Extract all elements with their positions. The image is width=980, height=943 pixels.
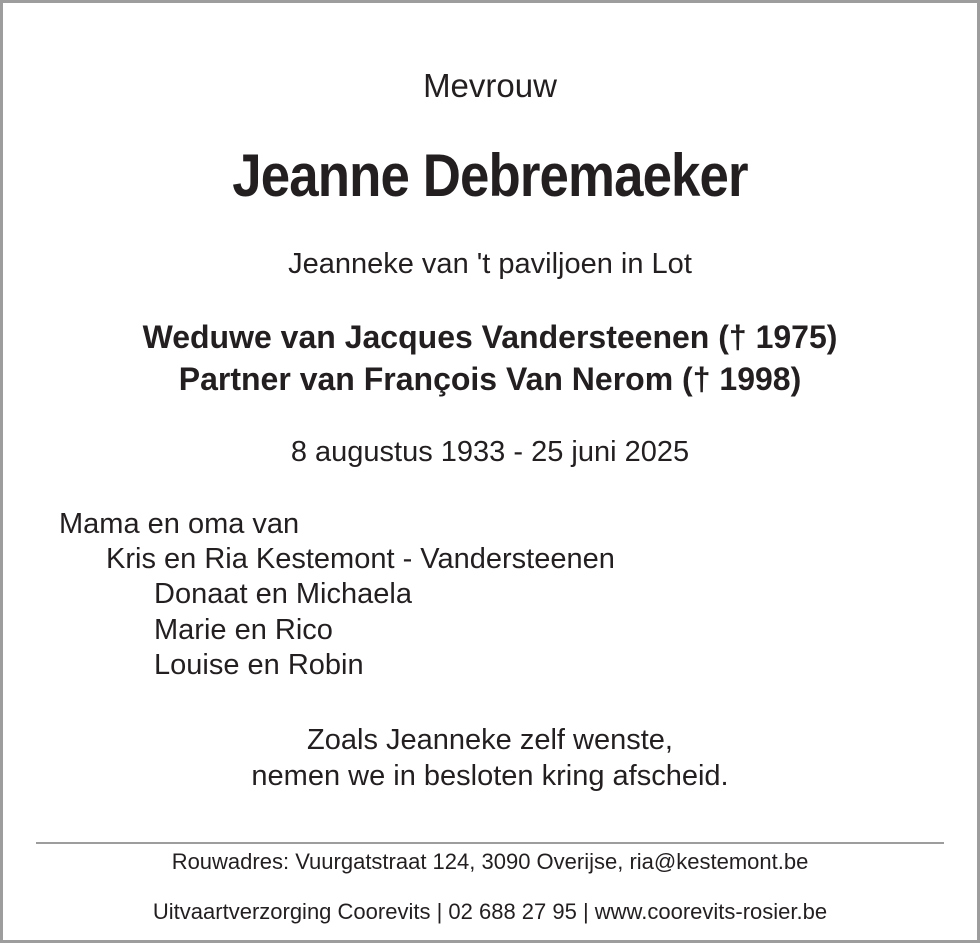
relation-partner: Partner van François Van Nerom († 1998) bbox=[178, 361, 802, 397]
nickname: Jeanneke van 't paviljoen in Lot bbox=[288, 248, 692, 280]
deceased-name: Jeanne Debremaeker bbox=[232, 142, 748, 209]
grandchild-line: Donaat en Michaela bbox=[154, 578, 412, 610]
relation-widow: Weduwe van Jacques Vandersteenen († 1975) bbox=[142, 319, 838, 355]
mourning-address: Rouwadres: Vuurgatstraat 124, 3090 Overijse, ria@kestemont.be bbox=[171, 849, 809, 874]
family-children: Kris en Ria Kestemont - Vandersteenen bbox=[106, 543, 615, 575]
life-dates: 8 augustus 1933 - 25 juni 2025 bbox=[290, 436, 690, 468]
grandchild-line: Louise en Robin bbox=[154, 649, 364, 681]
footer-divider bbox=[36, 842, 944, 844]
closing-line: Zoals Jeanneke zelf wenste, bbox=[307, 724, 673, 756]
closing-line: nemen we in besloten kring afscheid. bbox=[251, 760, 729, 792]
family-heading: Mama en oma van bbox=[59, 508, 300, 540]
honorific: Mevrouw bbox=[423, 67, 557, 104]
funeral-home-info: Uitvaartverzorging Coorevits | 02 688 27 95 | www.coorevits-rosier.be bbox=[152, 899, 828, 924]
grandchild-line: Marie en Rico bbox=[154, 614, 333, 646]
